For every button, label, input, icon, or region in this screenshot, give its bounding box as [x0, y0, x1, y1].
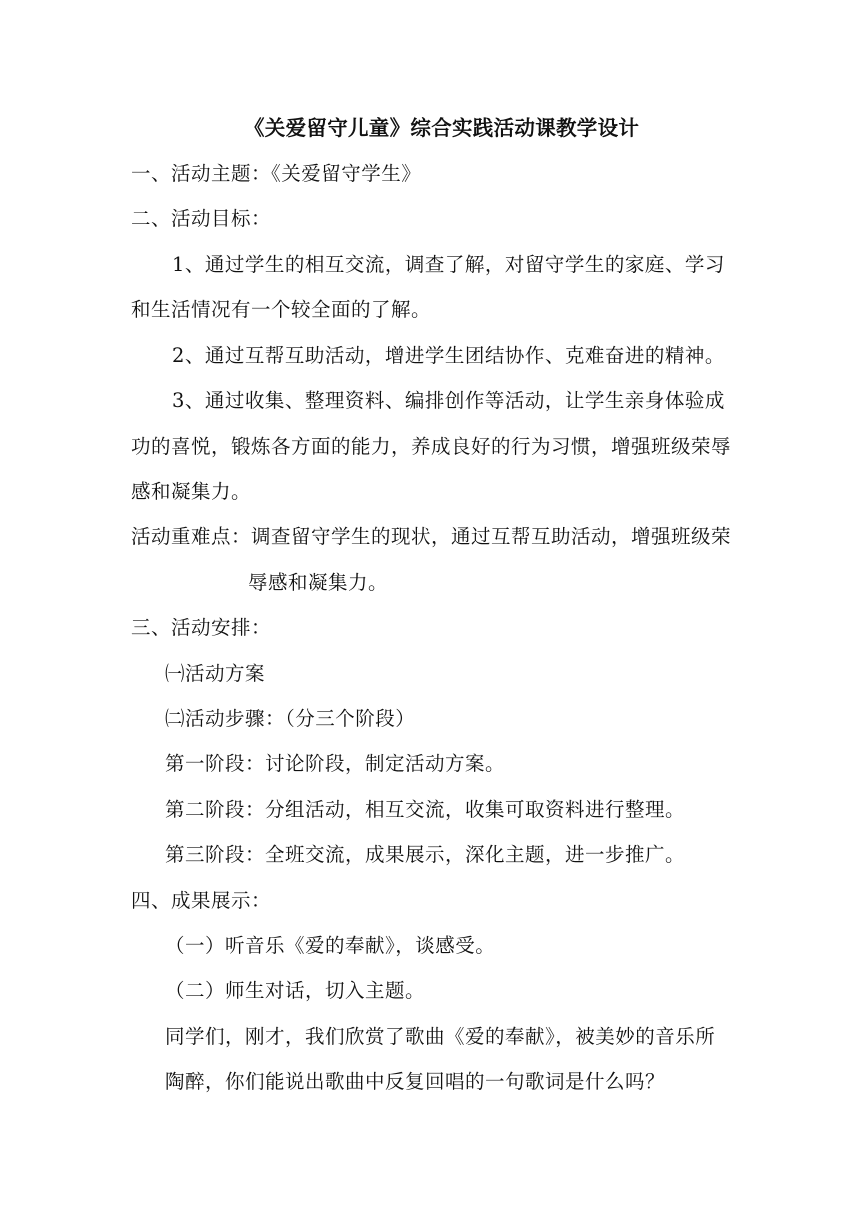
result-2: （二）师生对话，切入主题。 — [165, 979, 426, 1002]
doc-title: 《关爱留守儿童》综合实践活动课教学设计 — [244, 116, 640, 140]
goal-1-line-2: 和生活情况有一个较全面的了解。 — [131, 298, 432, 321]
arrangement-1: ㈠活动方案 — [165, 662, 266, 685]
key-points-line-2: 辱感和凝集力。 — [248, 571, 389, 594]
result-1: （一）听音乐《爱的奉献》，谈感受。 — [165, 934, 496, 957]
section-heading-4: 四、成果展示： — [131, 889, 272, 912]
goal-3-line-3: 感和凝集力。 — [131, 480, 252, 503]
arrangement-2: ㈡活动步骤：（分三个阶段） — [165, 707, 416, 730]
section-heading-3: 三、活动安排： — [131, 616, 272, 639]
stage-3: 第三阶段：全班交流，成果展示，深化主题，进一步推广。 — [165, 843, 686, 866]
dialogue-line-1: 同学们，刚才，我们欣赏了歌曲《爱的奉献》，被美妙的音乐所 — [165, 1025, 716, 1048]
stage-2: 第二阶段：分组活动，相互交流，收集可取资料进行整理。 — [165, 798, 686, 821]
key-points-line-1: 活动重难点：调查留守学生的现状，通过互帮互助活动，增强班级荣 — [131, 525, 732, 548]
goal-3-line-2: 功的喜悦，锻炼各方面的能力，养成良好的行为习惯，增强班级荣辱 — [131, 435, 732, 458]
goal-2: 2、通过互帮互助活动，增进学生团结协作、克难奋进的精神。 — [172, 344, 725, 367]
section-heading-2: 二、活动目标： — [131, 207, 272, 230]
goal-1-line-1: 1、通过学生的相互交流，调查了解，对留守学生的家庭、学习 — [172, 253, 725, 276]
stage-1: 第一阶段：讨论阶段，制定活动方案。 — [165, 752, 506, 775]
section-heading-1: 一、活动主题：《关爱留守学生》 — [131, 162, 422, 185]
dialogue-line-2: 陶醉，你们能说出歌曲中反复回唱的一句歌词是什么吗？ — [165, 1070, 666, 1093]
goal-3-line-1: 3、通过收集、整理资料、编排创作等活动，让学生亲身体验成 — [172, 389, 725, 412]
